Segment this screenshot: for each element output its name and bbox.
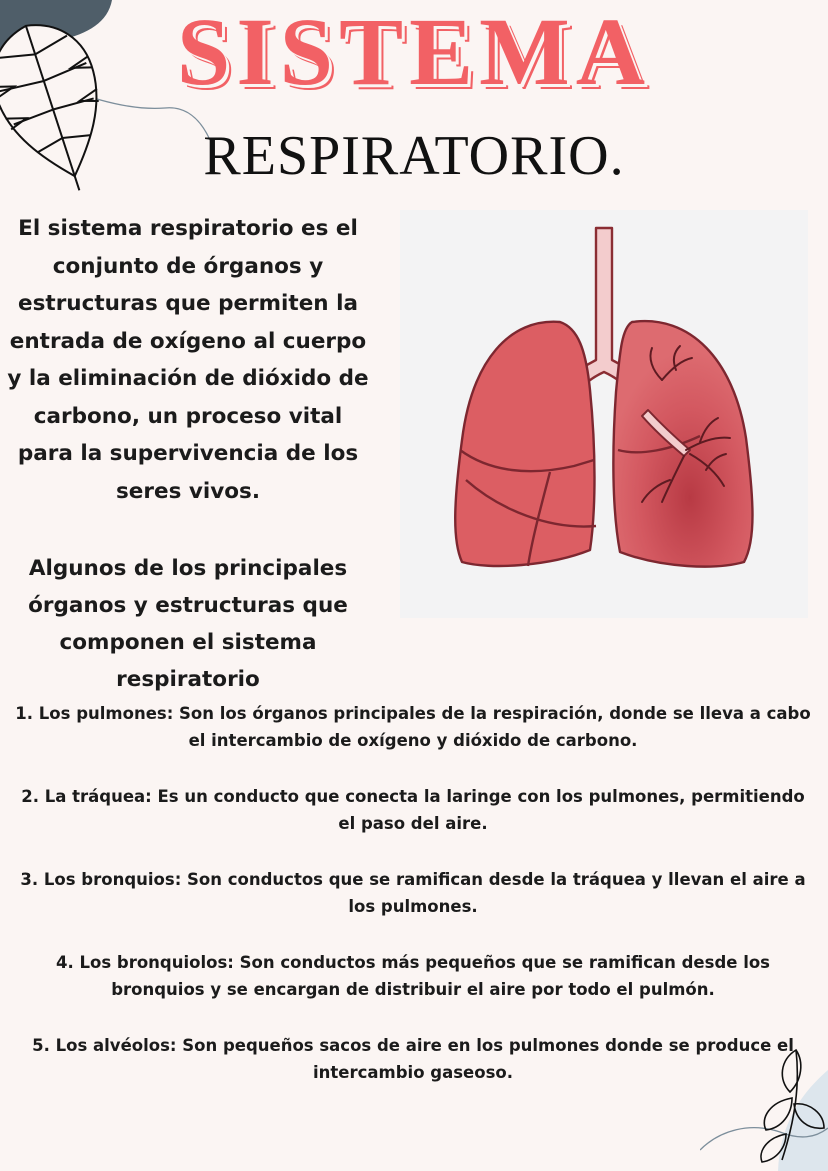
list-item: 3. Los bronquios: Son conductos que se ramifican desde la tráquea y llevan el aire a los pulmones. (20, 870, 806, 916)
list-item: 2. La tráquea: Es un conducto que conecta la laringe con los pulmones, permitiendo el paso del aire. (21, 787, 805, 833)
page-subtitle: RESPIRATORIO. (203, 125, 625, 187)
page-title: SISTEMA (176, 0, 652, 105)
list-item: 5. Los alvéolos: Son pequeños sacos de aire en los pulmones donde se produce el intercambio gaseoso. (32, 1036, 794, 1082)
list-item: 1. Los pulmones: Son los órganos principales de la respiración, donde se lleva a cabo el intercambio de oxígeno y dióxido de carbono. (15, 704, 811, 750)
list-item: 4. Los bronquiolos: Son conductos más pequeños que se ramifican desde los bronquios y se encargan de distribuir el aire por todo el pulmón. (55, 953, 771, 999)
organ-list (10, 700, 816, 1115)
organs-subheading: Algunos de los principales órganos y estructuras que componen el sistema respiratorio (28, 556, 348, 692)
left-lung-icon (455, 322, 596, 566)
lungs-illustration (400, 210, 808, 618)
lung-illustration-panel (400, 210, 808, 618)
intro-paragraph: El sistema respiratorio es el conjunto de órganos y estructuras que permiten la entrada de oxígeno al cuerpo y la eliminación de dióxido de carbono, un proceso vital para la supervivencia de los seres vivos. (7, 216, 369, 504)
